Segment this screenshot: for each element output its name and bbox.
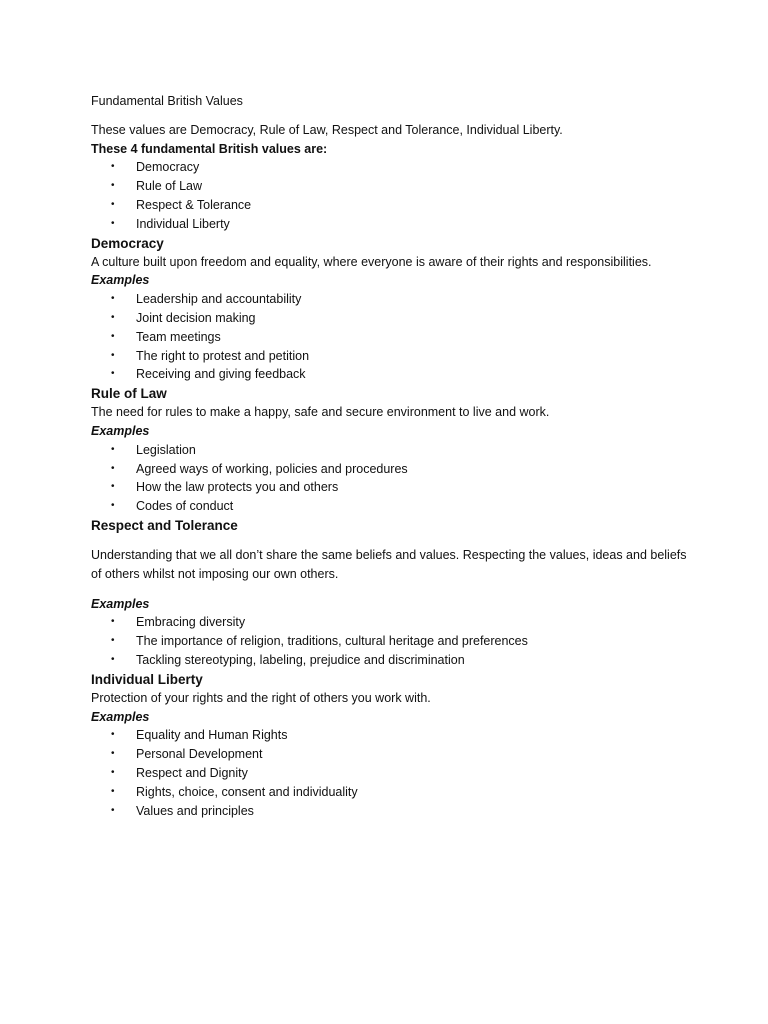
list-item: • Rights, choice, consent and individuality [91,783,731,802]
list-item: • Joint decision making [91,309,731,328]
bullet-icon: • [111,311,115,323]
list-item: • Respect & Tolerance [91,196,731,215]
bullet-icon: • [111,616,115,628]
bullet-icon: • [111,180,115,192]
list-item: • Agreed ways of working, policies and procedures [91,460,731,479]
list-item: • Democracy [91,158,731,177]
section-heading: Individual Liberty [91,671,203,687]
section-description: Protection of your rights and the right of others you work with. [91,690,431,705]
bullet-icon: • [111,481,115,493]
list-item: • Codes of conduct [91,497,731,516]
bullet-icon: • [111,198,115,210]
examples-list [91,726,731,820]
list-item: • Leadership and accountability [91,290,731,309]
section-rule-of-law [91,384,731,516]
bullet-icon: • [111,293,115,305]
examples-list [91,441,731,516]
section-heading: Democracy [91,235,164,251]
list-item: • The importance of religion, traditions, cultural heritage and preferences [91,632,731,651]
intro-text: These values are Democracy, Rule of Law, Respect and Tolerance, Individual Liberty. [91,122,563,137]
bullet-icon: • [111,368,115,380]
bullet-icon: • [111,462,115,474]
bullet-icon: • [111,785,115,797]
bullet-icon: • [111,804,115,816]
bullet-icon: • [111,443,115,455]
intro-list [91,158,731,233]
list-item: • Personal Development [91,745,731,764]
section-individual-liberty [91,670,731,821]
document-page [91,92,731,820]
bullet-icon: • [111,766,115,778]
list-item: • Receiving and giving feedback [91,365,731,384]
list-item: • Respect and Dignity [91,764,731,783]
section-respect-and-tolerance [91,516,731,670]
examples-label: Examples [91,423,150,438]
list-item: • Embracing diversity [91,613,731,632]
examples-label: Examples [91,709,150,724]
list-item: • Tackling stereotyping, labeling, prejudice and discrimination [91,651,731,670]
section-description: Understanding that we all don’t share the same beliefs and values. Respecting the values, ideas and beliefs of others whilst not imposing our own others. [91,547,687,581]
examples-label: Examples [91,273,150,288]
list-item: • Individual Liberty [91,215,731,234]
bullet-icon: • [111,217,115,229]
bullet-icon: • [111,349,115,361]
examples-list [91,290,731,384]
bullet-icon: • [111,500,115,512]
section-heading: Respect and Tolerance [91,517,238,533]
bullet-icon: • [111,729,115,741]
examples-label: Examples [91,596,150,611]
section-description: A culture built upon freedom and equality, where everyone is aware of their rights and responsibilities. [91,254,652,269]
document-title: Fundamental British Values [91,94,243,108]
list-item: • Equality and Human Rights [91,726,731,745]
section-heading: Rule of Law [91,386,167,402]
examples-list [91,613,731,669]
section-description: The need for rules to make a happy, safe and secure environment to live and work. [91,405,550,420]
bullet-icon: • [111,653,115,665]
list-item: • The right to protest and petition [91,347,731,366]
bullet-icon: • [111,330,115,342]
list-item: • Values and principles [91,802,731,821]
list-item: • Rule of Law [91,177,731,196]
bullet-icon: • [111,748,115,760]
list-item: • Legislation [91,441,731,460]
bullet-icon: • [111,635,115,647]
bullet-icon: • [111,161,115,173]
list-item: • How the law protects you and others [91,478,731,497]
intro-list-heading: These 4 fundamental British values are: [91,141,328,156]
list-item: • Team meetings [91,328,731,347]
section-democracy [91,234,731,385]
